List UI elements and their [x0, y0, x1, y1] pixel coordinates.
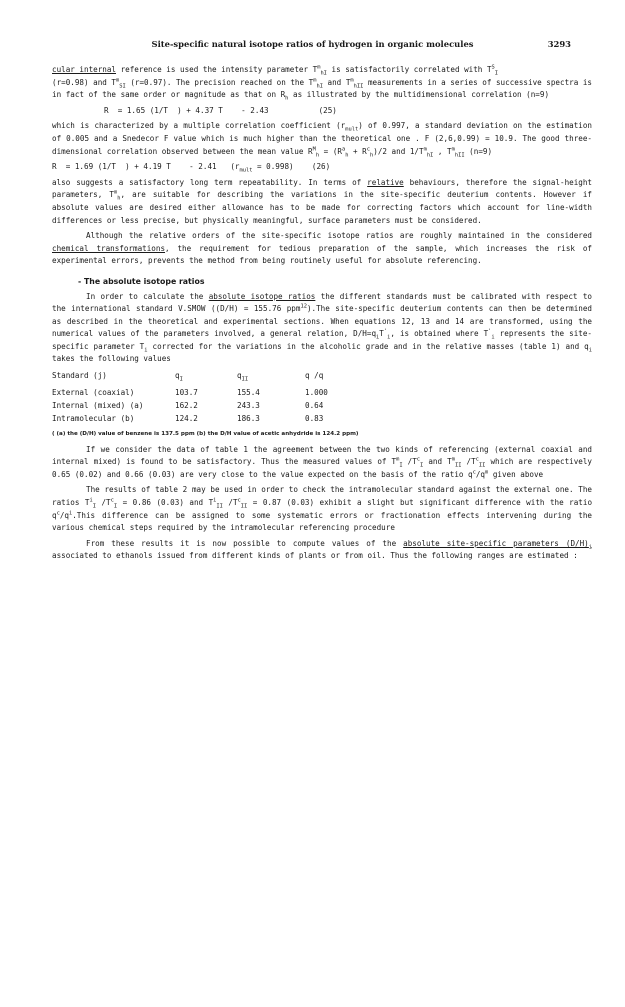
table-cell: 162.2 [175, 401, 198, 411]
paragraph-8: From these results it is now possible to compute values of the absolute site-specific parameters $(D/H)_i$ associated to ethanols issued from different kinds of plants or from oil. Thus the following ranges are estimated : [52, 538, 592, 561]
table-cell: 155.4 [237, 388, 260, 398]
underlined-phrase: relative [367, 177, 404, 187]
paragraph-2: which is characterized by a multiple correlation coefficient $(r_{mult})$ of 0.997, a standard deviation on the estimation of 0.005 and a Snedecor F value which is much higher than the theoretical one . F (2,6,0.99) = 10.9. The good three-dimensional correlation observed between the mean value $R^M_h = (R^a_h + R^c_h)/2$ and $1/T^m_{hI}$ , $T^m_{hII}$ (n=9) [52, 121, 593, 159]
running-header [0, 38, 625, 52]
table-cell: Internal (mixed) (a) [52, 401, 144, 411]
table-row [52, 400, 385, 413]
table-cell: 0.83 [305, 414, 324, 424]
table-header: $q_I$ [175, 371, 183, 383]
table-cell: External (coaxial) [52, 388, 135, 398]
running-title: Site-specific natural isotope ratios of hydrogen in organic molecules [151, 39, 474, 49]
underlined-phrase: chemical transformations [52, 243, 166, 253]
underlined-phrase: absolute isotope ratios [208, 291, 316, 301]
table-header: $q_{II}$ [237, 371, 249, 383]
reference-superscript: 12 [300, 303, 307, 310]
paragraph-7: The results of table 2 may be used in order to check the intramolecular standard against the external one. The ratios $T^i_I$ $/T^c_I = 0.86$ (0.03) and $T^i_{II}$ $/T^c_{II} = 0.87$ (0.03) exhibit a slight but significant difference with the ratio $q^c/q^i.This$ difference can be assigned to some systematic errors or fractionation effects intervening during the various chemical steps required by the intramolecular referencing procedure [52, 485, 593, 533]
table-cell: 186.3 [237, 414, 260, 424]
table-cell: 103.7 [175, 388, 198, 398]
paragraph-1: cular internal reference is used the intensity parameter $T^m_{hI}$ is satisfactorily correlated with $T^S_I$ (r=0.98) and $T^m_{SI}$ (r=0.97). The precision reached on the $T^m_{hI}$ and $T^m_{hII}$ measurements in a series of successive spectra is in fact of the same order or magnitude as that on $R_h$ as illustrated by the multidimensional correlation (n=9) [52, 64, 592, 102]
paragraph-5: In order to calculate the absolute isotope ratios the different standards must be calibrated with respect to the international standard V.SMOW ((D/H) = 155.76 ppm$^{12}$).The site-specific deuterium contents can then be determined as described in the theoretical and experimental sections. When equations 12, 13 and 14 are transformed, using the numerical values of the parameters involved, a general relation, $D/H=q_iT'_i$, is obtained where $T'_i$ represents the site-specific parameter $T_i$ corrected for the variations in the alcoholic grade and in the relative masses (table 1) and $q_i$ takes the following values [52, 291, 593, 364]
calibration-table [52, 370, 385, 426]
underlined-phrase: absolute site-specific parameters $(D/H)_i$ [403, 538, 592, 551]
table-cell: 0.64 [305, 401, 324, 411]
paragraph-4: Although the relative orders of the site-specific isotope ratios are roughly maintained in the considered chemical transformations, the requirement for tedious preparation of the sample, which increases the risk of experimental errors, prevents the method from being routinely useful for absolute referencing. [52, 231, 592, 266]
table-cell: Intramolecular (b) [52, 414, 135, 424]
table-header: Standard (j) [52, 371, 107, 381]
underlined-phrase: cular internal [52, 65, 117, 74]
paragraph-6: If we consider the data of table 1 the agreement between the two kinds of referencing (external coaxial and internal mixed) is found to be satisfactory. Thus the measured values of $T^m_I$ $/T^c_I$ and $T^m_{II}$ $/T^c_{II}$ which are respectively 0.65 (0.02) and 0.66 (0.03) are very close to the value expected on the basis of the ratio $q^c/q^m$ given above [52, 444, 593, 479]
table-row [52, 387, 385, 400]
table-cell: 1.000 [305, 388, 328, 398]
section-heading: - The absolute isotope ratios [78, 276, 205, 286]
table-row [52, 413, 385, 426]
table-header: q /q [305, 371, 324, 381]
paragraph-3: also suggests a satisfactory long term repeatability. In terms of relative behaviours, therefore the signal-height parameters, $T^m_h$, are suitable for describing the variations in the site-specific deuterium contents. However if absolute values are desired either allowance has to be made for correcting factors which account for line-width differences or less precise, but physically meaningful, surface parameters must be considered. [52, 177, 592, 225]
table-cell: 124.2 [175, 414, 198, 424]
page-number: 3293 [547, 39, 571, 49]
table-footnote: ( (a) the (D/H) value of benzene is 137.5 ppm (b) the D/H value of acetic anhydride is 124.2 ppm) [52, 431, 359, 438]
table-header-row [52, 370, 385, 387]
table-cell: 243.3 [237, 401, 260, 411]
equation-25: R = 1.65 (1/T ) + 4.37 T - 2.43 (25) [104, 105, 337, 115]
equation-26: R = 1.69 (1/T ) + 4.19 T - 2.41 $(r_{mult} = 0.998)$ (26) [52, 162, 331, 174]
body-text [52, 64, 592, 563]
